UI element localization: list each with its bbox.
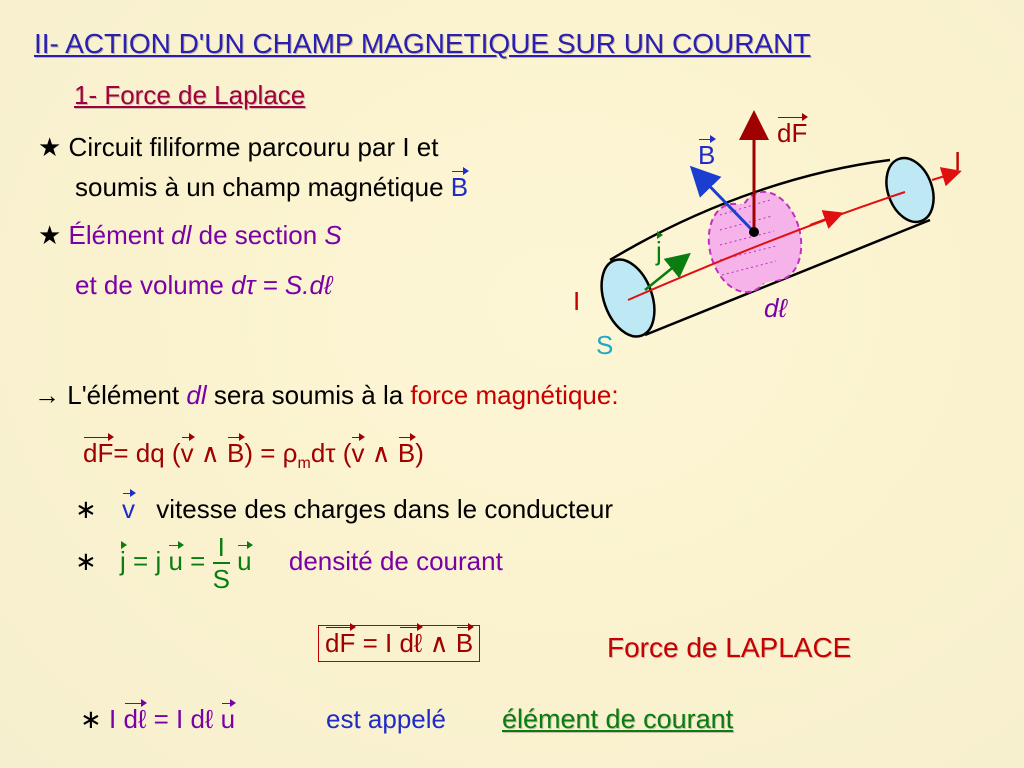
dF-label: dF (777, 118, 808, 148)
called-text: est appelé (326, 704, 446, 734)
bullet-circuit-line1: Circuit filiforme parcouru par I et (68, 132, 439, 162)
dl-label: dℓ (764, 293, 787, 323)
bullet-circuit-line2: soumis à un champ magnétique (75, 172, 444, 202)
current-density-line: ∗ j = j u = $\frac{I}{S}$ u densité de courant (75, 532, 503, 594)
star-icon: ★ (38, 220, 62, 250)
velocity-text: vitesse des charges dans le conducteur (156, 494, 613, 524)
S-symbol: S (324, 220, 342, 250)
element-de-courant-label: élément de courant (502, 704, 734, 734)
right-section (878, 151, 942, 228)
j-arrow (645, 256, 687, 290)
page-title: II- ACTION D'UN CHAMP MAGNETIQUE SUR UN COURANT (34, 28, 811, 59)
bullet-element (38, 220, 342, 251)
S-label: S (596, 330, 614, 360)
laplace-formula-box: dF = I dℓ ∧ B (318, 625, 480, 662)
force-formula: dF= dq (v ∧ $B) = \rho_md\tau$ (v ∧ B) (83, 438, 424, 473)
element-sentence (34, 380, 619, 411)
I-label-right: I (954, 146, 962, 176)
v-vector: v (122, 494, 136, 524)
element-word: L'élément (67, 380, 180, 410)
dF-vector: dF (83, 438, 114, 468)
density-text: densité de courant (288, 545, 503, 576)
velocity-line: ∗ v vitesse des charges dans le conducteur (75, 494, 613, 524)
volume-text: et de volume (75, 270, 224, 300)
arrow-icon: → (34, 380, 60, 410)
element-word: Élément (68, 220, 164, 250)
j-label: j (656, 236, 662, 266)
vector-B: B (450, 172, 469, 202)
current-element-formula: ∗ I dℓ = I dℓ u (80, 704, 236, 734)
bullet-volume (75, 270, 332, 301)
section-word: de section (198, 220, 318, 250)
star-icon: ★ (38, 132, 62, 162)
volume-formula: dτ = S.dℓ (231, 270, 333, 300)
force-magnetique: force magnétique: (410, 380, 619, 410)
bullet-circuit-cont (75, 172, 468, 203)
element-mid: sera soumis à la (213, 380, 404, 410)
bullet-circuit (38, 132, 438, 163)
I-label-left: I (573, 286, 581, 316)
laplace-label: Force de LAPLACE (607, 632, 852, 663)
B-label: B (698, 140, 716, 170)
dl-symbol: dl (186, 380, 207, 410)
section-subtitle: 1- Force de Laplace (74, 80, 306, 110)
I-over-S: $\frac{I}{S}$ (212, 532, 230, 594)
dl-symbol: dl (171, 220, 192, 250)
